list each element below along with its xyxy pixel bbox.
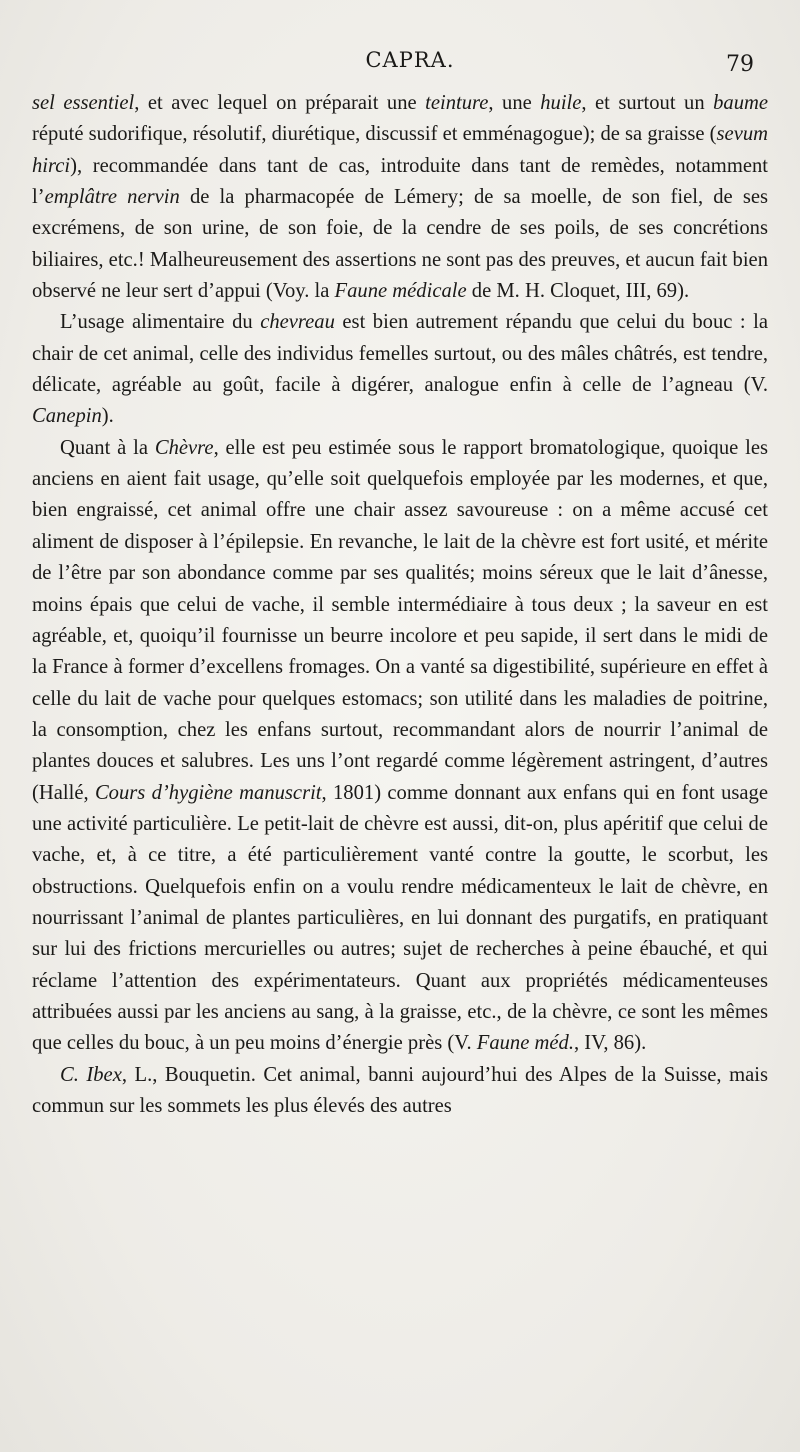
- paragraph: Quant à la Chèvre, elle est peu estimée sous le rapport bromatologique, quoique les anciens en aient fait usage, qu’elle soit quelquefois employée par les modernes, et que, bien engraissé, cet animal offre une chair assez savoureuse : on a même accusé cet aliment de disposer à l’épilepsie. En revanche, le lait de la chèvre est fort usité, et mérite de l’être par son abondance comme par ses qualités; moins séreux que le lait d’ânesse, moins épais que celui de vache, il semble intermédiaire à tous deux ; la saveur en est agréable, et, quoiqu’il fournisse un beurre incolore et peu sapide, il sert dans le midi de la France à former d’excellens fromages. On a vanté sa digestibilité, supérieure en effet à celle du lait de vache pour quelques estomacs; son utilité dans les maladies de poitrine, la consomption, chez les enfans surtout, recommandant alors de nourrir l’animal de plantes douces et salubres. Les uns l’ont regardé comme légèrement astringent, d’autres (Hallé, Cours d’hygiène manuscrit, 1801) comme donnant aux enfans qui en font usage une activité particulière. Le petit-lait de chèvre est aussi, dit-on, plus apéritif que celui de vache, et, à ce titre, a été particulièrement vanté contre la goutte, le scorbut, les obstructions. Quelquefois enfin on a voulu rendre médicamenteux le lait de chèvre, en nourrissant l’animal de plantes particulières, en lui donnant des purgatifs, en pratiquant sur lui des frictions mercurielles ou autres; sujet de recherches à peine ébauché, et qui réclame l’attention des expérimentateurs. Quant aux propriétés médicamenteuses attribuées aussi par les anciens au sang, à la graisse, etc., de la chèvre, ce sont les mêmes que celles du bouc, à un peu moins d’énergie près (V. Faune méd., IV, 86).: [32, 436, 769, 1055]
- running-head: CAPRA.: [365, 48, 455, 72]
- page-number: 79: [726, 52, 754, 77]
- paragraph: sel essentiel, et avec lequel on préparait une teinture, une huile, et surtout un baume réputé sudorifique, résolutif, diurétique, discussif et emménagogue); de sa graisse (sevum hirci), recommandée dans tant de cas, introduite dans tant de remèdes, notamment l’emplâtre nervin de la pharmacopée de Lémery; de sa moelle, de son fiel, de ses excrémens, de son urine, de son foie, de la cendre de ses poils, de ses concrétions biliaires, etc.! Malheureusement des assertions ne sont pas des preuves, et aucun fait bien observé ne leur sert d’appui (Voy. la Faune médicale de M. H. Cloquet, III, 69).: [32, 92, 769, 303]
- page-header: [0, 48, 800, 88]
- paragraph: L’usage alimentaire du chevreau est bien autrement répandu que celui du bouc : la chair de cet animal, celle des individus femelles surtout, ou des mâles châtrés, est tendre, délicate, agréable au goût, facile à digérer, analogue enfin à celle de l’agneau (V. Canepin).: [32, 311, 768, 428]
- body-text: [32, 88, 768, 1122]
- paragraph: C. Ibex, L., Bouquetin. Cet animal, banni aujourd’hui des Alpes de la Suisse, mais commun sur les sommets les plus élevés des autres: [32, 1063, 768, 1117]
